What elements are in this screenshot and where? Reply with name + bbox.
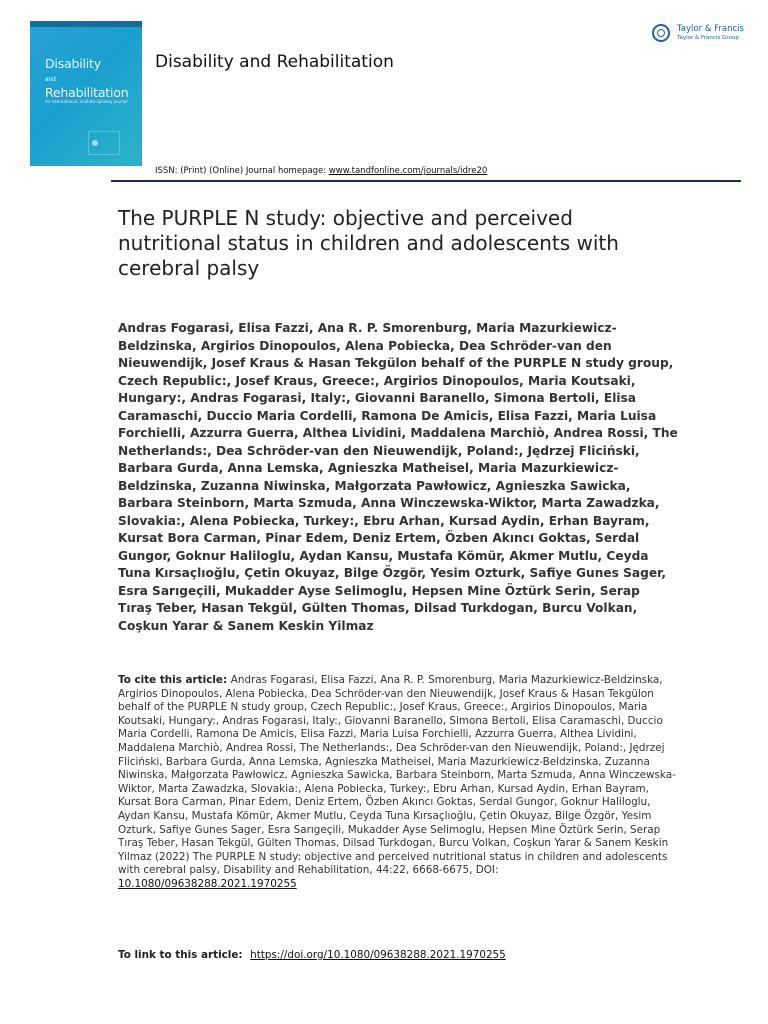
article-title: The PURPLE N study: objective and perceived nutritional status in children and adolescents with cerebral palsy [118,206,619,280]
cover-title-line1: Disability [45,56,101,71]
header-divider [111,180,741,182]
citation-block [118,674,678,892]
publisher-logo-icon [652,24,670,42]
publisher-subname: Taylor & Francis Group [677,35,739,41]
journal-cover-image [30,21,142,166]
cover-title-line3: Rehabilitation [45,85,129,100]
cover-publisher-mark [88,131,120,155]
citation-label: To cite this article: [118,674,231,686]
link-label: To link to this article: [118,949,247,961]
cover-title [45,57,128,99]
journal-name[interactable]: Disability and Rehabilitation [155,52,394,72]
cover-title-line2: and [45,76,56,83]
article-link-line [118,949,506,961]
author-list: Andras Fogarasi, Elisa Fazzi, Ana R. P. Smorenburg, Maria Mazurkiewicz-Beldzinska, Argirios Dinopoulos, Alena Pobiecka, Dea Schröder-van den Nieuwendijk, Josef Kraus & Hasan Tekgülon behalf of the PURPLE N study group, Czech Republic:, Josef Kraus, Greece:, Argirios Dinopoulos, Maria Koutsaki, Hungary:, Andras Fogarasi, Italy:, Giovanni Baranello, Simona Bertoli, Elisa Caramaschi, Duccio Maria Cordelli, Ramona De Amicis, Elisa Fazzi, Maria Luisa Forchielli, Azzurra Guerra, Althea Lividini, Maddalena Marchiò, Andrea Rossi, The Netherlands:, Dea Schröder-van den Nieuwendijk, Poland:, Jędrzej Fliciński, Barbara Gurda, Anna Lemska, Agnieszka Matheisel, Maria Mazurkiewicz-Beldzinska, Zuzanna Niwinska, Małgorzata Pawłowicz, Agnieszka Sawicka, Barbara Steinborn, Marta Szmuda, Anna Winczewska-Wiktor, Marta Zawadzka, Slovakia:, Alena Pobiecka, Turkey:, Ebru Arhan, Kursad Aydin, Erhan Bayram, Kursat Bora Carman, Pinar Edem, Deniz Ertem, Özben Akıncı Goktas, Serdal Gungor, Goknur Haliloglu, Aydan Kansu, Mustafa Kömür, Akmer Mutlu, Ceyda Tuna Kırsaçlıoğlu, Çetin Okuyaz, Bilge Özgör, Yesim Ozturk, Safiye Gunes Sager, Esra Sarıgeçili, Mukadder Ayse Selimoglu, Hepsen Mine Öztürk Serin, Serap Tıraş Teber, Hasan Tekgül, Gülten Thomas, Dilsad Turkdogan, Burcu Volkan, Coşkun Yarar & Sanem Keskin Yilmaz [118,321,678,633]
publisher-name: Taylor & Francis [677,24,744,34]
article-doi-url[interactable]: https://doi.org/10.1080/09638288.2021.1970255 [250,949,506,961]
citation-doi-link[interactable]: 10.1080/09638288.2021.1970255 [118,877,297,890]
citation-text: Andras Fogarasi, Elisa Fazzi, Ana R. P. Smorenburg, Maria Mazurkiewicz-Beldzinska, Argirios Dinopoulos, Alena Pobiecka, Dea Schröder-van den Nieuwendijk, Josef Kraus & Hasan Tekgülon behalf of the PURPLE N study group, Czech Republic:, Josef Kraus, Greece:, Argirios Dinopoulos, Maria Koutsaki, Hungary:, Andras Fogarasi, Italy:, Giovanni Baranello, Simona Bertoli, Elisa Caramaschi, Duccio Maria Cordelli, Ramona De Amicis, Elisa Fazzi, Maria Luisa Forchielli, Azzurra Guerra, Althea Lividini, Maddalena Marchiò, Andrea Rossi, The Netherlands:, Dea Schröder-van den Nieuwendijk, Poland:, Jędrzej Fliciński, Barbara Gurda, Anna Lemska, Agnieszka Matheisel, Maria Mazurkiewicz-Beldzinska, Zuzanna Niwinska, Małgorzata Pawłowicz, Agnieszka Sawicka, Barbara Steinborn, Marta Szmuda, Anna Winczewska-Wiktor, Marta Zawadzka, Slovakia:, Alena Pobiecka, Turkey:, Ebru Arhan, Kursad Aydin, Erhan Bayram, Kursat Bora Carman, Pinar Edem, Deniz Ertem, Özben Akıncı Goktas, Serdal Gungor, Goknur Haliloglu, Aydan Kansu, Mustafa Kömür, Akmer Mutlu, Ceyda Tuna Kırsaçlıoğlu, Çetin Okuyaz, Bilge Özgör, Yesim Ozturk, Safiye Gunes Sager, Esra Sarıgeçili, Mukadder Ayse Selimoglu, Hepsen Mine Öztürk Serin, Serap Tıraş Teber, Hasan Tekgül, Gülten Thomas, Dilsad Turkdogan, Burcu Volkan, Coşkun Yarar & Sanem Keskin Yilmaz (2022) The PURPLE N study: objective and perceived nutritional status in children and adolescents with cerebral palsy, Disability and Rehabilitation, 44:22, 6668-6675, DOI: [118,674,676,877]
issn-text: ISSN: (Print) (Online) Journal homepage: [155,166,329,176]
issn-line [155,166,487,176]
journal-homepage-link[interactable]: www.tandfonline.com/journals/idre20 [328,166,488,176]
cover-top-band [30,21,142,27]
cover-subtitle: An international, multidisciplinary journal [45,99,128,104]
